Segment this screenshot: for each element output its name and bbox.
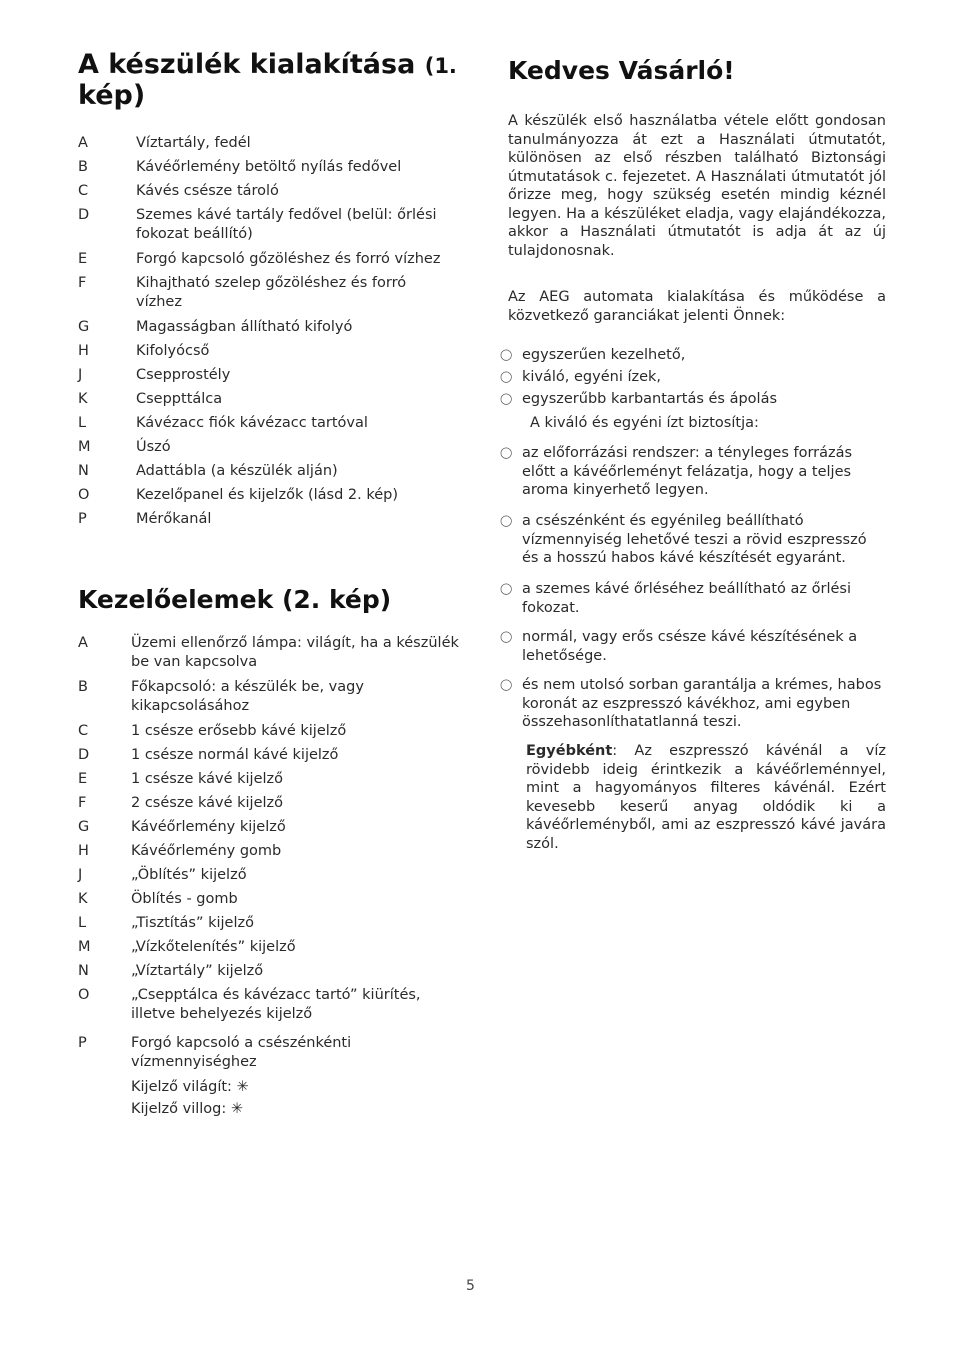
right-column — [500, 56, 888, 852]
bullet-icon: ◯ — [500, 392, 513, 405]
item-text: 1 csésze normál kávé kijelző — [131, 747, 339, 763]
item-text: Adattábla (a készülék alján) — [136, 463, 338, 479]
bullet-text: a csészénként és egyénileg beállítható vízmennyiség lehetővé teszi a rövid eszpresszó és a hosszú habos kávé készítését egyaránt. — [522, 513, 867, 566]
bullet-icon: ◯ — [500, 630, 513, 643]
item-letter: L — [78, 915, 87, 931]
bullet-icon: ◯ — [500, 582, 513, 595]
item-text: Üzemi ellenőrző lámpa: világít, ha a készülék be van kapcsolva — [131, 635, 459, 670]
bullet-icon: ◯ — [500, 678, 513, 691]
item-letter: B — [78, 159, 88, 175]
bullet-text: a szemes kávé őrléséhez beállítható az őrlési fokozat. — [522, 581, 852, 616]
item-text: Forgó kapcsoló a csészénkénti vízmennyiséghez — [131, 1035, 352, 1070]
item-text: Főkapcsoló: a készülék be, vagy kikapcsolásához — [131, 679, 364, 714]
bullet-text: és nem utolsó sorban garantálja a krémes, habos koronát az eszpresszó kávékhoz, ami egyben összehasonlíthatatlanná teszi. — [522, 677, 882, 730]
item-text: Kávéőrlemény betöltő nyílás fedővel — [136, 159, 402, 175]
bullet-text: egyszerűen kezelhető, — [522, 347, 686, 363]
item-letter: A — [78, 635, 88, 651]
item-text: 2 csésze kávé kijelző — [131, 795, 284, 811]
bullet-icon: ◯ — [500, 446, 513, 459]
item-letter: J — [78, 867, 83, 883]
item-letter: C — [78, 183, 89, 199]
item-letter: F — [78, 795, 87, 811]
item-text: Csepprostély — [136, 367, 231, 383]
bullet-text: egyszerűbb karbantartás és ápolás — [522, 391, 778, 407]
item-letter: M — [78, 439, 91, 455]
item-letter: N — [78, 963, 89, 979]
section-title-controls: Kezelőelemek (2. kép) — [78, 585, 392, 614]
item-letter: F — [78, 275, 87, 291]
intro-paragraph: A készülék első használatba vétele előtt gondosan tanulmányozza át ezt a Használati útmutatót, különösen az első részben található Biztonsági útmutatások c. fejezetet. A Használati útmutatót jól őrizze meg, hogy szükség esetén mindig kéznél legyen. Ha a készüléket eladja, vagy elajándékozza, akkor a Használati útmutatót is adja át az új tulajdonosnak. — [508, 113, 886, 259]
item-letter: K — [78, 891, 88, 907]
item-text: 1 csésze kávé kijelző — [131, 771, 284, 787]
item-letter: M — [78, 939, 91, 955]
left-column: A készülék kialakítása (1. kép) A Víztartály, fedél B Kávéőrlemény betöltő nyílás fedővel C Kávés csésze tároló D Szemes kávé tartály fedővel (belül: őrlési fokozat beállító) E Forgó kapcsoló gőzöléshez és forró vízhez F Kihajtható szelep gőzöléshez és forró vízhez G Magasságban állítható kifolyó H Kifolyócső J Csepprostély K Cseppttálca L Kávézacc fiók kávézacc tartóval M Úszó N Adattábla (a készülék alján) O Kezelőpanel és kijelzők (lásd 2. kép) P Mérőkanál Kezelőelemek (2. kép) A Üzemi ellenőrző lámpa: világít, ha a készülék be van kapcsolva B Főkapcsoló: a készülék be, vagy kikapcsolásához C 1 csésze erősebb kávé kijelző D 1 csésze normál kávé kijelző E 1 csésze kávé kijelző F 2 csésze kávé kijelző G Kávéőrlemény kijelző H Kávéőrlemény gomb J „Öblítés” kijelző K Öblítés - gomb L „Tisztítás” kijelző M „Vízkőtelenítés” kijelző N „Víztartály” kijelző O „Csepptálca és kávézacc tartó” kiürítés, illetve behelyezés kijelző P Forgó kapcsoló a csészénkénti vízmennyiséghez Kijelző világít: ✳ Kijelző villog: ✳ — [78, 50, 463, 111]
final-bold: Egyébként — [526, 743, 613, 759]
page-number: 5 — [466, 1278, 475, 1294]
item-text: Kávéőrlemény kijelző — [131, 819, 286, 835]
taste-subheading: A kiváló és egyéni ízt biztosítja: — [530, 415, 759, 431]
title-main: A készülék kialakítása — [78, 49, 416, 80]
greeting-title: Kedves Vásárló! — [508, 56, 735, 85]
item-letter: J — [78, 367, 83, 383]
bullet-icon: ◯ — [500, 514, 513, 527]
item-letter: B — [78, 679, 88, 695]
item-text: Kávéőrlemény gomb — [131, 843, 282, 859]
item-text: Víztartály, fedél — [136, 135, 251, 151]
item-text: Kávés csésze tároló — [136, 183, 279, 199]
item-letter: C — [78, 723, 89, 739]
item-letter: P — [78, 1035, 87, 1051]
item-letter: D — [78, 207, 90, 223]
title-small: (1. — [424, 54, 457, 78]
item-text: Kifolyócső — [136, 343, 210, 359]
guarantee-paragraph: Az AEG automata kialakítása és működése a közvetkező garanciákat jelenti Önnek: — [508, 289, 886, 324]
item-text: „Öblítés” kijelző — [131, 867, 247, 883]
item-letter: A — [78, 135, 88, 151]
item-letter: E — [78, 251, 88, 267]
bullet-icon: ◯ — [500, 370, 513, 383]
bullet-text: normál, vagy erős csésze kávé készítésének a lehetősége. — [522, 629, 858, 664]
item-letter: N — [78, 463, 89, 479]
item-text: Kávézacc fiók kávézacc tartóval — [136, 415, 368, 431]
item-letter: H — [78, 343, 89, 359]
item-text: Kezelőpanel és kijelzők (lásd 2. kép) — [136, 487, 398, 503]
item-letter: G — [78, 319, 90, 335]
item-text: „Tisztítás” kijelző — [131, 915, 254, 931]
item-letter: G — [78, 819, 90, 835]
item-letter: K — [78, 391, 88, 407]
bullet-text: az előforrázási rendszer: a tényleges forrázás előtt a kávéőrleményt felázatja, hogy a teljes aroma kinyerhető legyen. — [522, 445, 853, 498]
item-letter: E — [78, 771, 88, 787]
item-text: Cseppttálca — [136, 391, 223, 407]
item-text: „Víztartály” kijelző — [131, 963, 264, 979]
item-text: Úszó — [136, 439, 171, 455]
item-text: Mérőkanál — [136, 511, 212, 527]
final-text: : Az eszpresszó kávénál a víz rövidebb ideig érintkezik a kávéőrleménnyel, mint a hagyományos filteres kávénál. Ezért kevesebb keserű anyag oldódik ki a kávéőrleményből, ami az eszpresszó kávé javára szól. — [526, 743, 886, 852]
item-letter: D — [78, 747, 90, 763]
title-line2: kép) — [78, 80, 146, 111]
item-text: Szemes kávé tartály fedővel (belül: őrlési fokozat beállító) — [136, 207, 437, 242]
item-text: „Vízkőtelenítés” kijelző — [131, 939, 296, 955]
item-text: „Csepptálca és kávézacc tartó” kiürítés, illetve behelyezés kijelző — [131, 987, 421, 1022]
item-letter: P — [78, 511, 87, 527]
final-paragraph — [526, 742, 886, 853]
item-text: Kihajtható szelep gőzöléshez és forró vízhez — [136, 275, 407, 310]
bullet-text: kiváló, egyéni ízek, — [522, 369, 662, 385]
bullet-icon: ◯ — [500, 348, 513, 361]
item-text: 1 csésze erősebb kávé kijelző — [131, 723, 347, 739]
item-letter: O — [78, 987, 90, 1003]
item-text: Forgó kapcsoló gőzöléshez és forró vízhez — [136, 251, 441, 267]
item-text: Öblítés - gomb — [131, 891, 238, 907]
item-letter: O — [78, 487, 90, 503]
section-title-device-layout — [78, 50, 463, 111]
item-text: Magasságban állítható kifolyó — [136, 319, 353, 335]
item-letter: H — [78, 843, 89, 859]
item-letter: L — [78, 415, 87, 431]
